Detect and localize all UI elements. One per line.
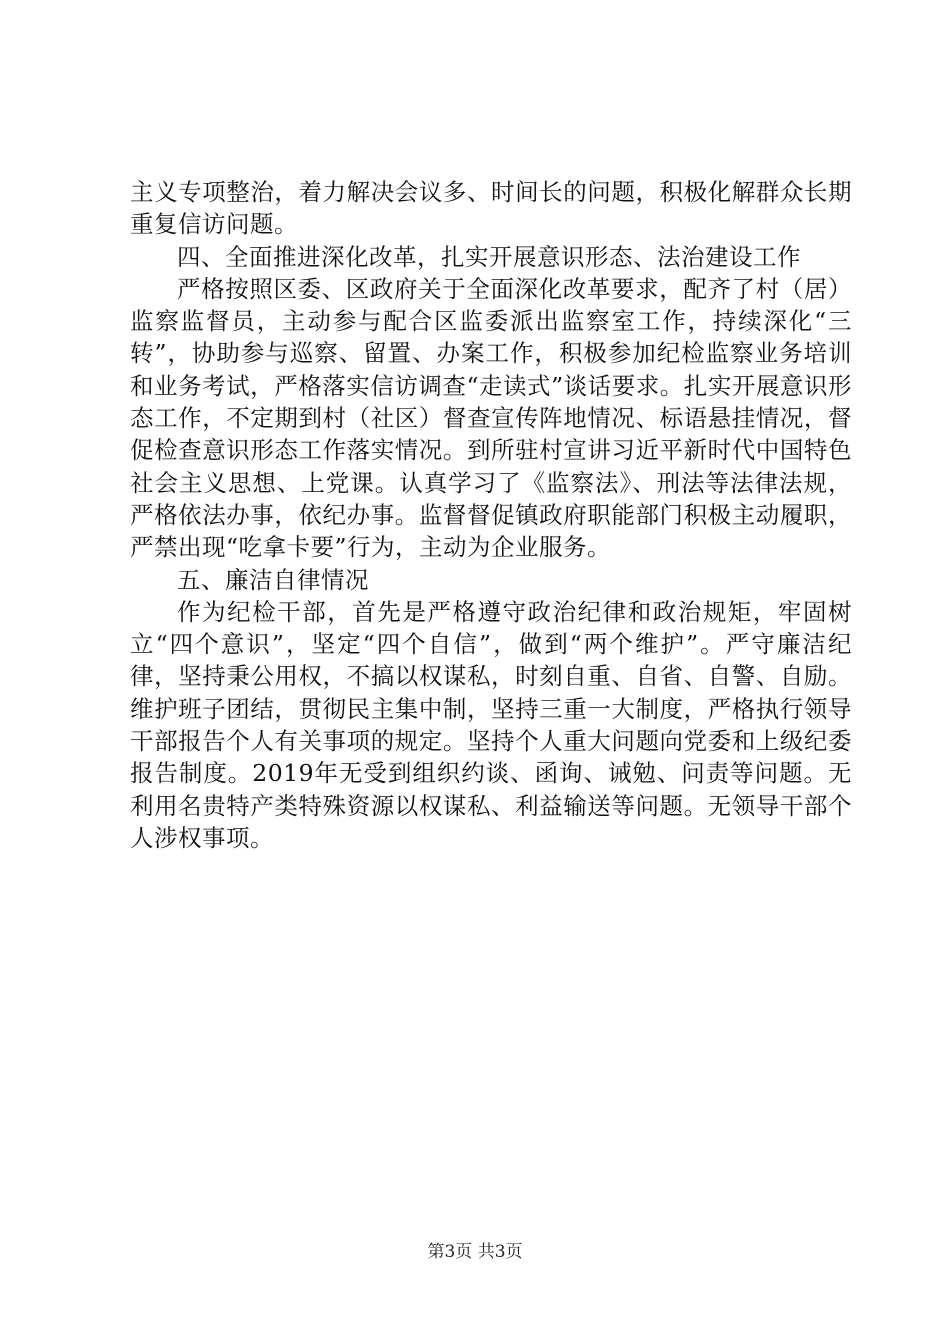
paragraph-continuation: 主义专项整治，着力解决会议多、时间长的问题，积极化解群众长期重复信访问题。 bbox=[130, 178, 852, 239]
section-heading-four: 四、全面推进深化改革，扎实开展意识形态、法治建设工作 bbox=[177, 242, 801, 271]
section-heading-five: 五、廉洁自律情况 bbox=[177, 565, 369, 594]
document-body bbox=[130, 176, 852, 854]
paragraph-reform-work: 严格按照区委、区政府关于全面深化改革要求，配齐了村（居）监察监督员，主动参与配合区监委派出监察室工作，持续深化“三转”，协助参与巡察、留置、办案工作，积极参加纪检监察业务培训和业务考试，严格落实信访调查“走读式”谈话要求。扎实开展意识形态工作，不定期到村（社区）督查宣传阵地情况、标语悬挂情况，督促检查意识形态工作落实情况。到所驻村宣讲习近平新时代中国特色社会主义思想、上党课。认真学习了《监察法》、刑法等法律法规，严格依法办事，依纪办事。监督督促镇政府职能部门积极主动履职，严禁出现“吃拿卡要”行为，主动为企业服务。 bbox=[130, 274, 852, 562]
page-footer bbox=[0, 1241, 950, 1263]
paragraph-integrity: 作为纪检干部，首先是严格遵守政治纪律和政治规矩，牢固树立“四个意识”，坚定“四个自信”，做到“两个维护”。严守廉洁纪律，坚持秉公用权，不搞以权谋私，时刻自重、自省、自警、自励。维护班子团结，贯彻民主集中制，坚持三重一大制度，严格执行领导干部报告个人有关事项的规定。坚持个人重大问题向党委和上级纪委报告制度。2019年无受到组织约谈、函询、诫勉、问责等问题。无利用名贵特产类特殊资源以权谋私、利益输送等问题。无领导干部个人涉权事项。 bbox=[130, 597, 852, 852]
page-number-label: 第3页 共3页 bbox=[427, 1242, 523, 1262]
